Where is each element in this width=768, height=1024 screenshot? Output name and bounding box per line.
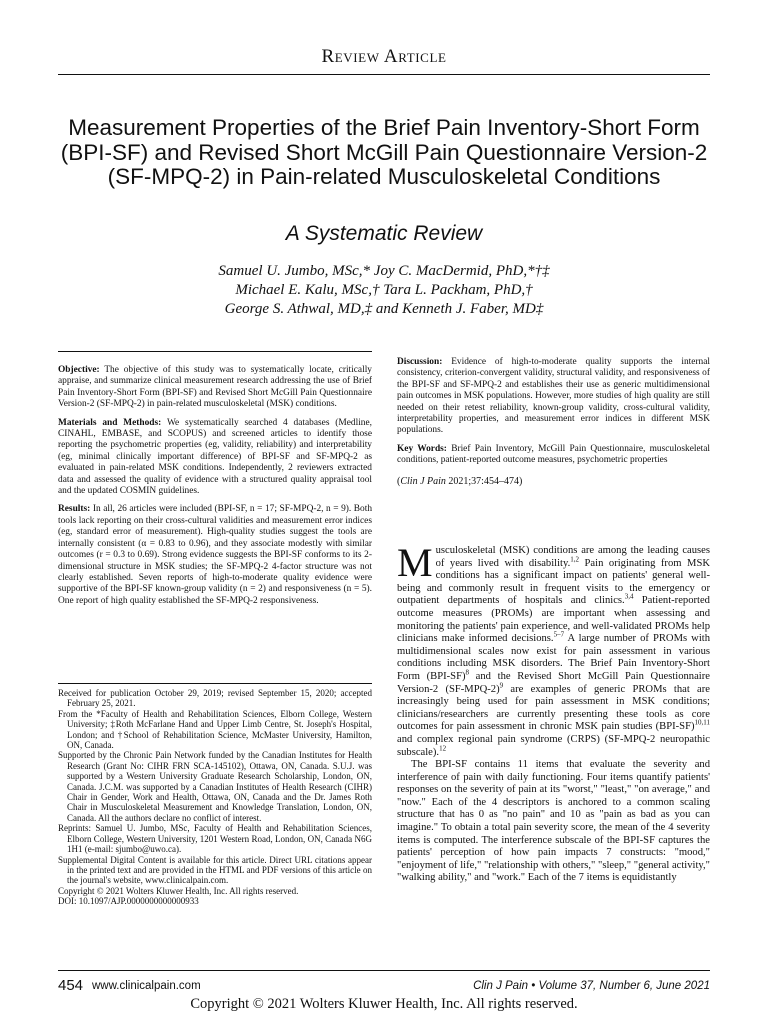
note-funding: Supported by the Chronic Pain Network funded by the Canadian Institutes for Health Research (Grant No: CIHR FRN SCA-145102), Ottawa, ON, Canada. S.U.J. was supported by a Western University Graduate Research Scholarship, London, ON, Canada. J.C.M. was supported by a Canadian Institutes of Health Research (CIHR) Chair in Gender, Work and Health, Ottawa, ON, Canada and the Dr. James Roth Chair in Musculoskeletal Measurement and Knowledge Translation, London, ON, Canada. All the authors declare no conflict of interest. [58,750,372,823]
note-copyright: Copyright © 2021 Wolters Kluwer Health, Inc. All rights reserved. [58,885,299,896]
body-paragraph: The BPI-SF contains 11 items that evaluate the severity and interference of pain with daily functioning. Four items quantify patients' responses on the severity of pain at its "worst," "least," "on average," and "now." Each of the 4 descriptors is anchored to a common scaling structure that has 0 as "no pain" and 10 as "pain as bad as you can imagine." To obtain a total pain severity score, the mean of the 4 severity items is computed. The interference subscale of the BPI-SF captures the patients' perception of how pain impacts 7 constructs: "mood," "enjoyment of life," "relationship with others," "sleep," "general activity," "walking ability," and "work." Each of the 7 items is equidistantly [397,759,710,884]
header-rule [58,74,710,75]
article-title: Measurement Properties of the Brief Pain Inventory-Short Form (BPI-SF) and Revised Short McGill Pain Questionnaire Version-2 (SF-MPQ-2) in Pain-related Musculoskeletal Conditions [60,115,708,189]
note-received: Received for publication October 29, 2019; revised September 15, 2020; accepted February 25, 2021. [58,688,372,709]
abstract-objective: Objective: The objective of this study was to systematically locate, critically appraise, and summarize clinical measurement research addressing the use of Brief Pain Inventory-Short Form (BPI-SF) and Revised Short McGill Pain Questionnaire Version-2 (SF-MPQ-2) in pain-related musculoskeletal (MSK) conditions. [58,365,372,410]
note-doi: DOI: 10.1097/AJP.0000000000000933 [58,896,199,907]
abstract-keywords: Key Words: Brief Pain Inventory, McGill Pain Questionnaire, musculoskeletal conditions, patient-reported outcome measures, psychometric properties [397,443,710,466]
article-subtitle: A Systematic Review [285,222,483,245]
page-number: 454 [58,977,84,994]
note-supplemental: Supplemental Digital Content is available for this article. Direct URL citations appear in the printed text and are provided in the HTML and PDF versions of this article on the journal's website, www.clinicalpain.com. [58,854,372,886]
abstract-methods: Materials and Methods: We systematically searched 4 databases (Medline, CINAHL, EMBASE, and SCOPUS) and screened articles to identify those reporting the psychometric properties (eg, validity, reliability) and interpretability (eg, minimal clinically important difference) of BPI-SF and SF-MPQ-2 as evaluated in pain-related MSK conditions. Independently, 2 reviewers extracted data and assessed the quality of evidence with a structured quality appraisal tool and the updated COSMIN guidelines. [58,417,372,497]
author-line: Michael E. Kalu, MSc,† Tara L. Packham, PhD,† [235,282,533,298]
abstract-right-column [397,357,710,487]
footer-rule [58,970,710,971]
author-list [60,262,708,319]
note-affiliations: From the *Faculty of Health and Rehabilitation Sciences, Elborn College, Western University; ‡Roth McFarlane Hand and Upper Limb Centre, St. Joseph's Hospital, London; and †School of Rehabilitation Science, McMaster University, Hamilton, ON, Canada. [58,708,372,751]
article-notes [58,688,372,907]
drop-cap: M [397,540,433,585]
body-text [397,540,711,885]
note-reprints: Reprints: Samuel U. Jumbo, MSc, Faculty of Health and Rehabilitation Sciences, Elborn College, Western University, 1201 Western Road, London, ON, Canada N6G 1H1 (e-mail: sjumbo@uwo.ca). [58,823,372,855]
copyright-notice: Copyright © 2021 Wolters Kluwer Health, Inc. All rights reserved. [190,996,578,1012]
section-label: Review Article [321,46,447,67]
abstract-discussion: Discussion: Evidence of high-to-moderate quality supports the internal consistency, criterion-convergent validity, structural validity, and responsiveness of the BPI-SF and SF-MPQ-2 and establishes their use as generic multidimensional pain outcomes in MSK populations. However, more studies of high quality are still needed on their retest reliability, known-group validity, cross-cultural validity, interpretability properties, and measurement error indices in different MSK populations. [397,357,710,436]
journal-info: Clin J Pain • Volume 37, Number 6, June 2021 [473,980,710,992]
notes-rule [58,683,372,684]
body-paragraph: Musculoskeletal (MSK) conditions are among the leading causes of years lived with disability.$^{1,2}$ Pain originating from MSK conditions has a significant impact on patients' general well-being and commonly result in frequent visits to the emergency or outpatient departments of hospitals and clinics.$^{3,4}$ Patient-reported outcome measures (PROMs) are important when assessing and monitoring the patients' pain experience, and well-validated PROMs help clinicians make informed decisions.$^{5-7}$ A large number of PROMs with multidimensional scales now exist for pain assessment in various conditions including MSK disorders. The Brief Pain Inventory-Short Form $(BPI-SF)^8$ and the Revised Short McGill Pain Questionnaire Version-2 $(SF-MPQ-2)^9$ are examples of generic PROMs that are increasingly being used for pain assessment in MSK conditions; clinicians/researchers are currently presenting these tools as core outcomes for pain assessment in chronic MSK pain studies $(BPI-SF)^{10,11}$ and complex regional pain syndrome (CRPS) (SF-MPQ-2 neuropathic subscale).$^{12}$ [397,540,711,758]
author-line: Samuel U. Jumbo, MSc,* Joy C. MacDermid, PhD,*†‡ [218,263,550,279]
journal-url-link[interactable]: www.clinicalpain.com [92,980,201,992]
abstract-rule [58,351,372,352]
author-line: George S. Athwal, MD,‡ and Kenneth J. Faber, MD‡ [224,301,544,317]
abstract-results: Results: In all, 26 articles were included (BPI-SF, n = 17; SF-MPQ-2, n = 9). Both tools lack reporting on their cross-cultural validities and measurement error indices (eg, standard error of measurement). High-quality studies suggest the tools are internally consistent (α = 0.83 to 0.96), and they associate modestly with similar outcomes (r = 0.3 to 0.69). Strong evidence suggests the BPI-SF conforms to its 2-dimensional structure in MSK studies; the SF-MPQ-2 4-factor structure was not clearly established. Seven reports of high-to-moderate quality evidence were supportive of the BPI-SF known-group validity (n = 2) and responsiveness (n = 5). One report of high quality established the SF-MPQ-2 responsiveness. [58,504,373,606]
citation-line: (Clin J Pain 2021;37:454–474) [397,475,523,487]
abstract-left-column [58,365,372,614]
